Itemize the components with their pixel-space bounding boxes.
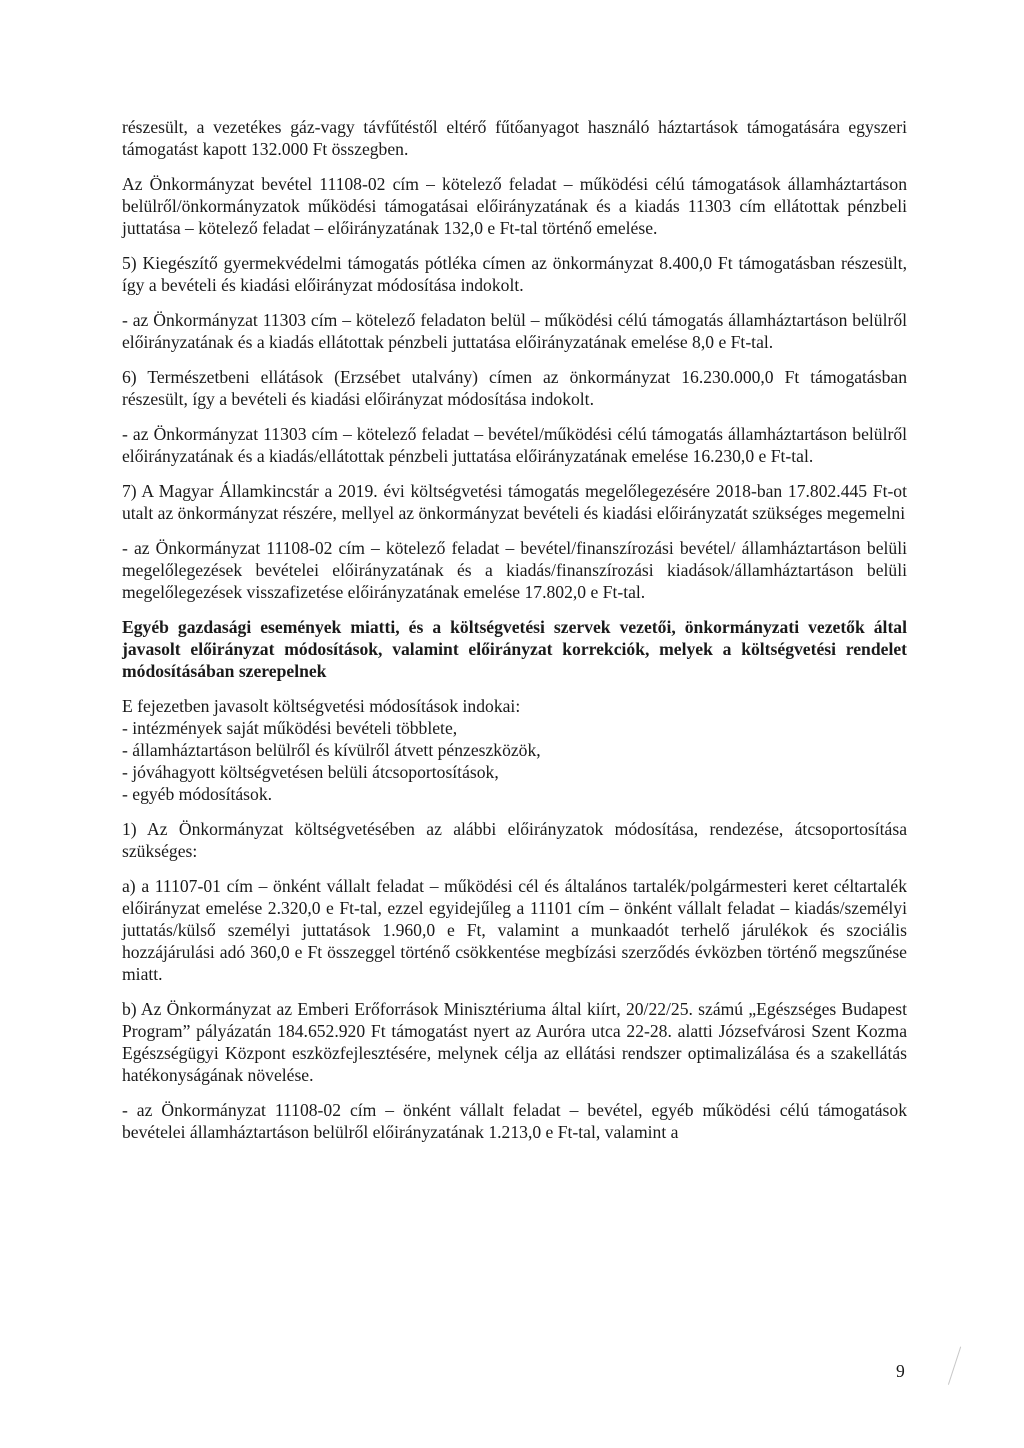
scan-mark	[948, 1347, 963, 1386]
section-heading: Egyéb gazdasági események miatti, és a költségvetési szervek vezetői, önkormányzati vezetők által javasolt előirányzat módosítások, valamint előirányzat korrekciók, melyek a költségvetési rendelet módosításában szerepelnek	[122, 617, 907, 681]
document-page	[122, 116, 907, 1156]
paragraph: részesült, a vezetékes gáz-vagy távfűtéstől eltérő fűtőanyagot használó háztartások támogatására egyszeri támogatást kapott 132.000 Ft összegben.	[122, 117, 907, 159]
paragraph: - az Önkormányzat 11303 cím – kötelező feladaton belül – működési célú támogatás államháztartáson belülről előirányzatának és a kiadás ellátottak pénzbeli juttatása előirányzatának emelése 8,0 e Ft-tal.	[122, 310, 907, 352]
paragraph: 6) Természetbeni ellátások (Erzsébet utalvány) címen az önkormányzat 16.230.000,0 Ft támogatásban részesült, így a bevételi és kiadási előirányzat módosítása indokolt.	[122, 367, 907, 409]
paragraph: Az Önkormányzat bevétel 11108-02 cím – kötelező feladat – működési célú támogatások államháztartáson belülről/önkormányzatok működési támogatásai előirányzatának és a kiadás 11303 cím ellátottak pénzbeli juttatása – kötelező feladat – előirányzatának 132,0 e Ft-tal történő emelése.	[122, 174, 907, 238]
paragraph: - az Önkormányzat 11108-02 cím – kötelező feladat – bevétel/finanszírozási bevétel/ államháztartáson belüli megelőlegezések bevételei előirányzatának és a kiadás/finanszírozási kiadások/államháztartáson belüli megelőlegezések visszafizetése előirányzatának emelése 17.802,0 e Ft-tal.	[122, 538, 907, 602]
list-item: - egyéb módosítások.	[122, 784, 273, 804]
paragraph: 7) A Magyar Államkincstár a 2019. évi költségvetési támogatás megelőlegezésére 2018-ban 17.802.445 Ft-ot utalt az önkormányzat részére, mellyel az önkormányzat bevételi és kiadási előirányzatát szükséges megemelni	[122, 481, 907, 523]
reasons-intro: E fejezetben javasolt költségvetési módosítások indokai:	[122, 696, 521, 716]
paragraph: - az Önkormányzat 11303 cím – kötelező feladat – bevétel/működési célú támogatás államháztartáson belülről előirányzatának és a kiadás/ellátottak pénzbeli juttatása előirányzatának emelése 16.230,0 e Ft-tal.	[122, 424, 907, 466]
paragraph: - az Önkormányzat 11108-02 cím – önként vállalt feladat – bevétel, egyéb működési célú támogatások bevételei államháztartáson belülről előirányzatának 1.213,0 e Ft-tal, valamint a	[122, 1100, 907, 1142]
list-item: - jóváhagyott költségvetésen belüli átcsoportosítások,	[122, 762, 499, 782]
list-item: - intézmények saját működési bevételi többlete,	[122, 718, 458, 738]
paragraph: 1) Az Önkormányzat költségvetésében az alábbi előirányzatok módosítása, rendezése, átcsoportosítása szükséges:	[122, 819, 907, 861]
list-item: - államháztartáson belülről és kívülről átvett pénzeszközök,	[122, 740, 541, 760]
paragraph: a) a 11107-01 cím – önként vállalt feladat – működési cél és általános tartalék/polgármesteri keret céltartalék előirányzat emelése 2.320,0 e Ft-tal, ezzel egyidejűleg a 11101 cím – önként vállalt feladat – kiadás/személyi juttatás/külső személyi juttatások 1.960,0 e Ft, valamint a munkaadót terhelő járulékok és szociális hozzájárulási adó 360,0 e Ft összeggel történő csökkentése megbízási szerződés évközben történő megszűnése miatt.	[122, 876, 907, 984]
paragraph: 5) Kiegészítő gyermekvédelmi támogatás pótléka címen az önkormányzat 8.400,0 Ft támogatásban részesült, így a bevételi és kiadási előirányzat módosítása indokolt.	[122, 253, 907, 295]
paragraph: b) Az Önkormányzat az Emberi Erőforrások Minisztériuma által kiírt, 20/22/25. számú „Egészséges Budapest Program” pályázatán 184.652.920 Ft támogatást nyert az Auróra utca 22-28. alatti Józsefvárosi Szent Kozma Egészségügyi Központ eszközfejlesztésére, melynek célja az ellátási rendszer optimalizálása és a szakellátás hatékonyságának növelése.	[122, 999, 907, 1085]
page-number: 9	[896, 1361, 905, 1381]
